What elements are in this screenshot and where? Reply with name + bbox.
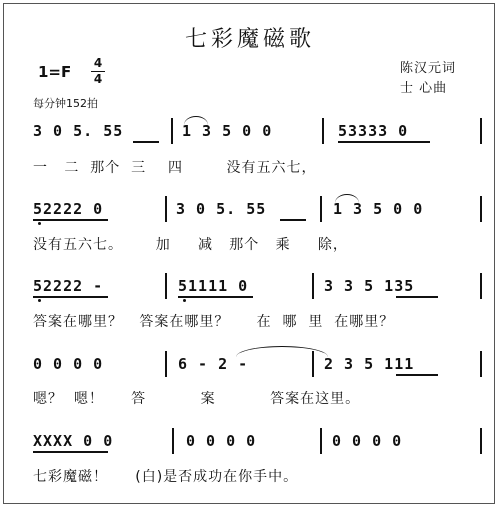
lyric-line: 答案在哪里？ 答案在哪里？ 在 哪 里 在哪里？ — [33, 314, 395, 330]
measure-notes: 3 0 5. 55 — [176, 200, 267, 218]
lyric-line: 嗯？ 嗯！ 答 案 答案在这里。 — [33, 391, 361, 407]
measure-notes: 51111 0 — [178, 277, 249, 295]
measure-notes: 52222 - — [33, 277, 104, 295]
measure-notes: 0 0 0 0 — [332, 432, 403, 450]
measure-notes: 3 3 5 135 — [324, 277, 415, 295]
measure-notes: 53333 0 — [338, 122, 409, 140]
lyric-line: 没有五六七。 加 减 那个 乘 除， — [33, 237, 348, 253]
measure-notes: 6 - 2 - — [178, 355, 249, 373]
lyric-line: 七彩魔磁！ (白)是否成功在你手中。 — [33, 469, 299, 485]
time-signature — [91, 57, 105, 86]
measure-notes: 1 3 5 0 0 — [182, 122, 273, 140]
composer-credit: 士 心曲 — [400, 81, 448, 96]
key-signature: 1=F — [38, 63, 72, 81]
measure-notes: 0 0 0 0 — [186, 432, 257, 450]
measure-notes: 2 3 5 111 — [324, 355, 415, 373]
time-signature-bottom: 4 — [93, 72, 103, 86]
measure-notes: 0 0 0 0 — [33, 355, 104, 373]
measure-notes: 1 3 5 0 0 — [333, 200, 424, 218]
time-signature-top: 4 — [93, 56, 103, 70]
tempo-marking: 每分钟152拍 — [33, 97, 98, 110]
measure-notes: XXXX 0 0 — [33, 432, 114, 450]
song-title: 七彩魔磁歌 — [184, 27, 315, 52]
lyricist-credit: 陈汉元词 — [400, 61, 457, 76]
measure-notes: 52222 0 — [33, 200, 104, 218]
measure-notes: 3 0 5. 55 — [33, 122, 124, 140]
lyric-line: 一 二 那个 三 四 没有五六七， — [33, 160, 317, 176]
